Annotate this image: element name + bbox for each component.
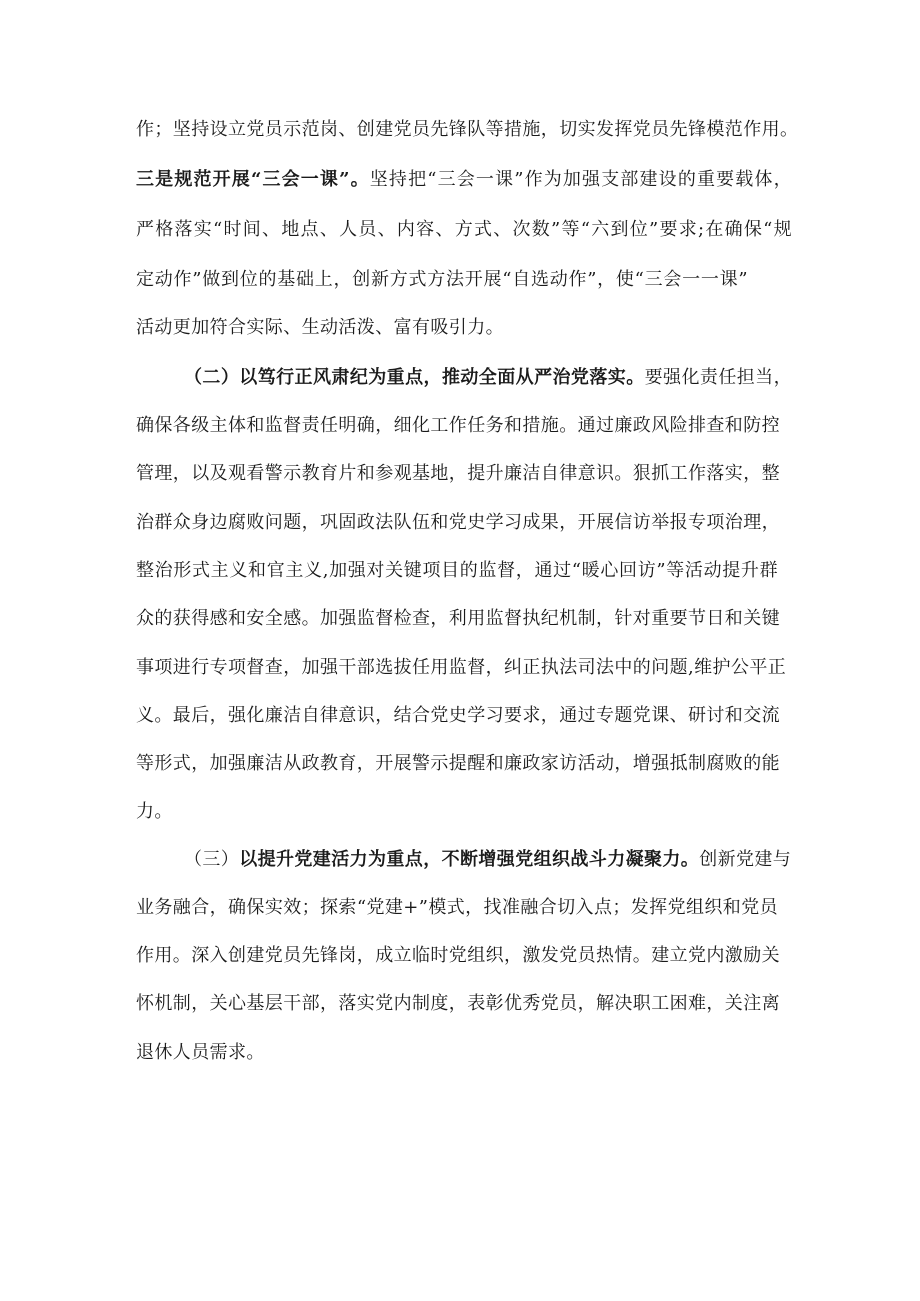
para2-line-7: 事项进行专项督查，加强干部选拔任用监督，纠正执法司法中的问题,维护公平正 [136,657,787,678]
para3-line-2: 业务融合，确保实效；探索“党建+”模式，找准融合切入点；发挥党组织和党员 [136,897,778,918]
para1-line-5: 活动更加符合实际、生动活泼、富有吸引力。 [136,317,504,338]
para2-line-1 [184,366,792,390]
para3-line-1-text: 创新党建与 [699,849,792,870]
para2-line-5: 整治形式主义和官主义,加强对关键项目的监督，通过“暖心回访”等活动提升群 [136,560,778,581]
para3-line-4: 怀机制，关心基层干部，落实党内制度，表彰优秀党员，解决职工困难，关注离 [136,993,780,1014]
para2-line-9: 等形式，加强廉洁从政教育，开展警示提醒和廉政家访活动，增强抵制腐败的能 [136,753,780,774]
para3-line-1 [184,848,792,872]
para2-line-2: 确保各级主体和监督责任明确，细化工作任务和措施。通过廉政风险排查和防控 [136,415,780,436]
para3-line-5: 退休人员需求。 [136,1042,265,1063]
para3-line-3: 作用。深入创建党员先锋岗，成立临时党组织，激发党员热情。建立党内激励关 [136,945,780,966]
para1-line-4: 定动作”做到位的基础上，创新方式方法开展“自选动作”，使“三会一一课” [136,269,748,290]
para1-bold-heading: 三是规范开展“三会一课”。 [136,169,370,190]
para2-line-6: 众的获得感和安全感。加强监督检查，利用监督执纪机制，针对重要节日和关键 [136,608,780,629]
para2-line-10: 力。 [136,801,173,822]
para1-line-3: 严格落实“时间、地点、人员、内容、方式、次数”等“六到位”要求;在确保“规 [136,219,792,240]
para3-prefix: （三） [184,849,240,870]
para2-line-1-text: 要强化责任担当， [644,367,792,388]
para1-line-2-text: 坚持把“三会一课”作为加强支部建设的重要载体， [369,169,792,190]
para1-line-2 [136,168,792,192]
para2-line-4: 治群众身边腐败问题，巩固政法队伍和党史学习成果，开展信访举报专项治理， [136,512,780,533]
para3-heading: 以提升党建活力为重点，不断增强党组织战斗力凝聚力。 [239,849,700,870]
para2-line-3: 管理，以及观看警示教育片和参观基地，提升廉洁自律意识。狠抓工作落实，整 [136,463,780,484]
para1-line-1: 作；坚持设立党员示范岗、创建党员先锋队等措施，切实发挥党员先锋模范作用。 [136,119,799,140]
para2-heading: 以笃行正风肃纪为重点，推动全面从严治党落实。 [239,367,645,388]
para2-line-8: 义。最后，强化廉洁自律意识，结合党史学习要求，通过专题党课、研讨和交流 [136,705,780,726]
para2-prefix: （二） [184,367,240,388]
